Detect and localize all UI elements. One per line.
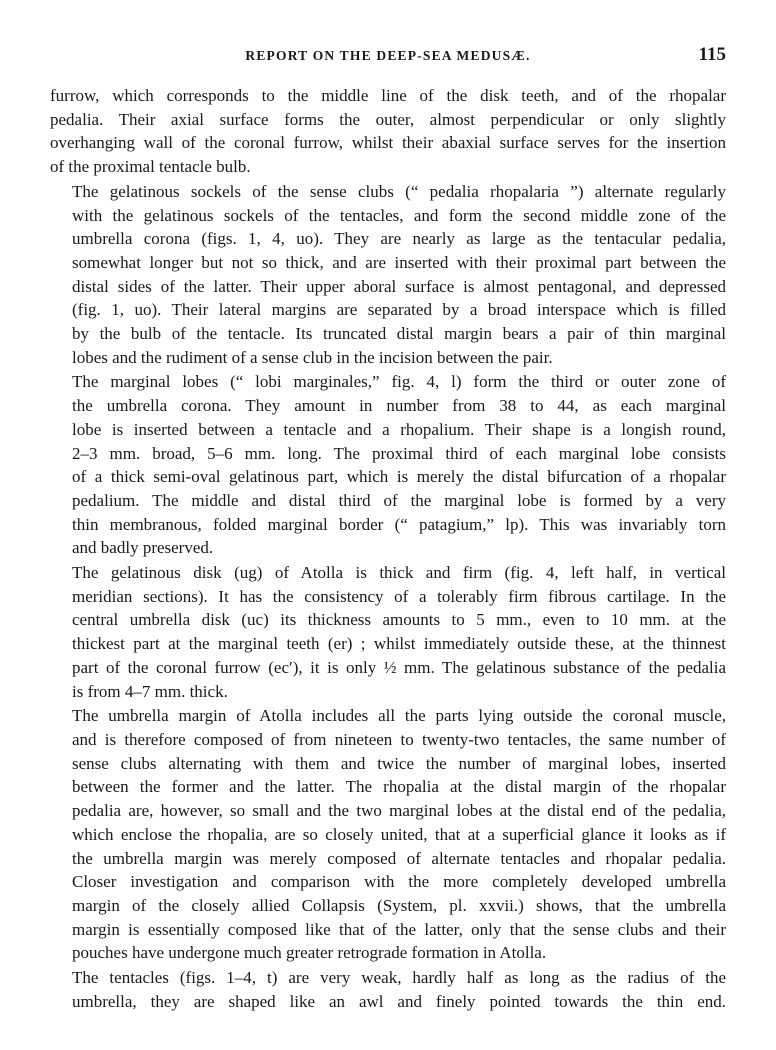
text-line: the umbrella margin was merely composed of alternate tentacles and rhopalar pedalia.: [72, 848, 726, 868]
text-line: The marginal lobes (“ lobi marginales,” fig. 4, l) form the third or outer zone of: [72, 372, 726, 392]
text-line: pouches have undergone much greater retrograde formation in Atolla.: [72, 943, 547, 963]
paragraph-3: [50, 370, 726, 560]
text-line: thickest part at the marginal teeth (er) ; whilst immediately outside these, at the thinnest: [72, 634, 726, 654]
text-line: Closer investigation and comparison with the more completely developed umbrella: [72, 872, 726, 892]
text-line: with the gelatinous sockels of the tentacles, and form the second middle zone of the: [72, 205, 726, 225]
text-line: by the bulb of the tentacle. Its truncated distal margin bears a pair of thin marginal: [72, 324, 726, 344]
text-line: part of the coronal furrow (ec′), it is only ½ mm. The gelatinous substance of the pedalia: [72, 657, 726, 677]
text-line: is from 4–7 mm. thick.: [72, 681, 228, 701]
paragraph-1: [50, 84, 726, 179]
text-line: sense clubs alternating with them and twice the number of marginal lobes, inserted: [72, 753, 726, 773]
body-text: [50, 84, 726, 1013]
paragraph-6: [50, 966, 726, 1013]
text-line: pedalia are, however, so small and the two marginal lobes at the distal end of the pedalia,: [72, 801, 726, 821]
running-head: REPORT ON THE DEEP-SEA MEDUSÆ.: [245, 48, 531, 63]
text-line: meridian sections). It has the consistency of a tolerably firm fibrous cartilage. In the: [72, 586, 726, 606]
text-line: pedalium. The middle and distal third of the marginal lobe is formed by a very: [72, 490, 726, 510]
text-line: thin membranous, folded marginal border (“ patagium,” lp). This was invariably torn: [72, 514, 726, 534]
text-line: the umbrella corona. They amount in number from 38 to 44, as each marginal: [72, 396, 726, 416]
text-line: lobes and the rudiment of a sense club in the incision between the pair.: [72, 347, 553, 367]
text-line: margin of the closely allied Collapsis (System, pl. xxvii.) shows, that the umbrella: [72, 895, 726, 915]
text-line: and badly preserved.: [72, 538, 214, 558]
text-line: somewhat longer but not so thick, and are inserted with their proximal part between the: [72, 252, 726, 272]
text-line: pedalia. Their axial surface forms the outer, almost perpendicular or only slightly: [50, 109, 726, 129]
text-line: furrow, which corresponds to the middle line of the disk teeth, and of the rhopalar: [50, 86, 726, 105]
text-line: umbrella, they are shaped like an awl and finely pointed towards the thin end.: [72, 991, 726, 1011]
text-line: of the proximal tentacle bulb.: [50, 157, 251, 177]
text-line: The gelatinous sockels of the sense clubs (“ pedalia rhopalaria ”) alternate regularly: [72, 181, 726, 201]
text-line: distal sides of the latter. Their upper aboral surface is almost pentagonal, and depressed: [72, 276, 726, 296]
page-number: 115: [698, 44, 726, 65]
text-line: margin is essentially composed like that of the latter, only that the sense clubs and their: [72, 919, 726, 939]
paragraph-4: [50, 561, 726, 703]
text-line: and is therefore composed of from nineteen to twenty-two tentacles, the same number of: [72, 729, 726, 749]
text-line: The tentacles (figs. 1–4, t) are very weak, hardly half as long as the radius of the: [72, 968, 726, 988]
text-line: central umbrella disk (uc) its thickness amounts to 5 mm., even to 10 mm. at the: [72, 610, 726, 630]
text-line: umbrella corona (figs. 1, 4, uo). They are nearly as large as the tentacular pedalia,: [72, 229, 726, 249]
text-line: The gelatinous disk (ug) of Atolla is thick and firm (fig. 4, left half, in vertical: [72, 563, 726, 583]
text-line: The umbrella margin of Atolla includes all the parts lying outside the coronal muscle,: [72, 706, 726, 726]
paragraph-2: [50, 180, 726, 370]
text-line: lobe is inserted between a tentacle and a rhopalium. Their shape is a longish round,: [72, 419, 726, 439]
text-line: which enclose the rhopalia, are so closely united, that at a superficial glance it looks as if: [72, 824, 726, 844]
text-line: overhanging wall of the coronal furrow, whilst their abaxial surface serves for the insertion: [50, 133, 726, 153]
text-line: between the former and the latter. The rhopalia at the distal margin of the rhopalar: [72, 777, 726, 797]
page-header: [50, 44, 726, 70]
text-line: of a thick semi-oval gelatinous part, which is merely the distal bifurcation of a rhopalar: [72, 467, 726, 487]
paragraph-5: [50, 704, 726, 965]
text-line: (fig. 1, uo). Their lateral margins are separated by a broad interspace which is filled: [72, 300, 726, 320]
text-line: 2–3 mm. broad, 5–6 mm. long. The proximal third of each marginal lobe consists: [72, 443, 726, 463]
document-page: [50, 44, 726, 1014]
